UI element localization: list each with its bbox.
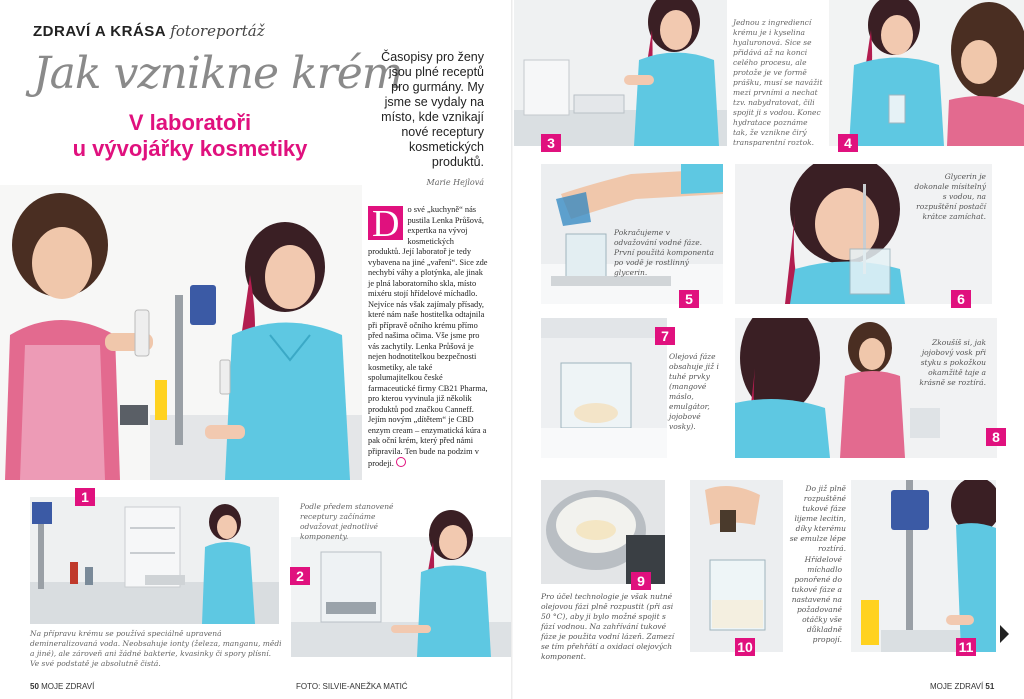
left-magazine-name: MOJE ZDRAVÍ bbox=[41, 682, 95, 691]
subtitle-line-1: V laboratoři bbox=[128, 110, 252, 135]
photo-5-caption: Pokračujeme v odvažování vodné fáze. První použitá komponenta po vodě je rostlinný glycerin. bbox=[614, 228, 714, 277]
article-author: Marie Hejlová bbox=[426, 178, 484, 187]
photo-6-caption: Glycerin je dokonale mísitelný s vodou, na rozpuštění postačí krátce zamíchat. bbox=[914, 172, 986, 221]
photo-8-caption: Zkoušíš si, jak jojobový vosk při styku s pokožkou okamžitě taje a krásně se roztírá. bbox=[919, 338, 986, 387]
photo-7-caption: Olejová fáze obsahuje již i tuhé prvky (mangové máslo, emulgátor, jojobové vosky). bbox=[669, 352, 719, 431]
photo-9 bbox=[541, 480, 665, 584]
photo-4 bbox=[829, 0, 1024, 146]
photo-4-illustration bbox=[829, 0, 1024, 146]
hero-photo-illustration bbox=[0, 185, 362, 480]
photo-1-illustration bbox=[30, 497, 279, 624]
section-name: ZDRAVÍ A KRÁSA bbox=[33, 23, 167, 40]
left-folio bbox=[30, 682, 94, 691]
photo-4-number: 4 bbox=[838, 134, 858, 152]
photo-2-number: 2 bbox=[290, 567, 310, 585]
subtitle-line-2: u vývojářky kosmetiky bbox=[72, 136, 308, 161]
article-body bbox=[368, 205, 488, 470]
article-subtitle bbox=[40, 110, 340, 162]
photo-10-number: 10 bbox=[735, 638, 755, 656]
page-spine bbox=[511, 0, 513, 699]
section-heading bbox=[33, 22, 265, 40]
photo-11-illustration bbox=[851, 480, 996, 652]
right-page-number: 51 bbox=[985, 682, 995, 691]
photo-2-caption: Podle předem stanovené receptury začínáme odvažovat jednotlivé komponenty. bbox=[300, 502, 394, 541]
photo-1-caption: Na přípravu krému se používá speciálně upravená demineralizovaná voda. Neobsahuje ionty (železa, manganu, mědi a jiné), ale zároveň ani žádné bakterie, kvasinky či spory plísní. Ve své podstatě je absolutně čistá. bbox=[30, 629, 282, 668]
article-title: Jak vznikne krém bbox=[33, 48, 403, 99]
photo-7-illustration bbox=[541, 318, 667, 458]
right-folio bbox=[930, 682, 994, 691]
photo-1-number: 1 bbox=[75, 488, 95, 506]
article-body-text: o své „kuchyně“ nás pustila Lenka Průšová, expertka na vývoj kosmetických produktů. Její laboratoř je tedy vybavena na jiné „vaření“. Sice zde nechybí váhy a plotýnka, ale jinak je plná laboratorního skla, místo mixéru stojí hřídelové míchadlo. Nejvíce nás však zajímaly přísady, které nám naše hostitelka odtajnila při přípravě očního krému přímo před našima očima. Vše jsme pro vás zachytily. Lenka Průšová je nejen hodnotitelkou bezpečnosti kosmetiky, ale také spolumajitelkou české farmaceutické firmy CB21 Pharma, pro kterou vyvinula již několik produktů pod značkou Canneff. Jejím novým „dítětem“ je CBD enzym cream – enzymatická kúra a pak oční krém, který před námi připravila. Ten bude na podzim v prodeji. bbox=[368, 205, 488, 468]
photo-3-number: 3 bbox=[541, 134, 561, 152]
photo-10-illustration bbox=[690, 480, 783, 652]
photo-10 bbox=[690, 480, 783, 652]
photo-9-caption: Pro účel technologie je však nutné olejovou fázi plně rozpustit (při asi 50 °C), aby ji bylo možné spojit s fází vodnou. Na zahřívání tukové fáze je použita vodní lázeň. Zamezí se tím přehřátí a oxidaci olejových komponent. bbox=[541, 592, 675, 661]
right-magazine-name: MOJE ZDRAVÍ bbox=[930, 682, 984, 691]
photo-7 bbox=[541, 318, 667, 458]
photo-9-illustration bbox=[541, 480, 665, 584]
left-page-number: 50 bbox=[30, 682, 39, 691]
photo-1 bbox=[30, 497, 279, 624]
photo-6-number: 6 bbox=[951, 290, 971, 308]
end-mark-icon bbox=[396, 457, 406, 467]
photo-11-caption: Hřídelové míchadlo ponořené do tukové fáze a nastavené na požadované otáčky vše důkladně propojí. bbox=[791, 555, 842, 644]
photo-3-caption: Jednou z ingrediencí krému je i kyselina hyaluronová. Sice se přidává až na konci celého procesu, ale protože je ve formě prášku, musí se navážit mezi prvními a nechat tzv. nabydratovat, čili spojit ji s vodou. Konec hydratace poznáme tak, že vznikne čirý transparentní roztok. bbox=[733, 18, 823, 147]
photo-11 bbox=[851, 480, 996, 652]
photo-5-number: 5 bbox=[679, 290, 699, 308]
photo-9-number: 9 bbox=[631, 572, 651, 590]
photo-8-number: 8 bbox=[986, 428, 1006, 446]
photo-3-illustration bbox=[514, 0, 727, 146]
photo-11-number: 11 bbox=[956, 638, 976, 656]
drop-cap: D bbox=[368, 206, 403, 240]
photo-7-number: 7 bbox=[655, 327, 675, 345]
hero-photo bbox=[0, 185, 362, 480]
section-type: fotoreportáž bbox=[170, 22, 265, 40]
continue-arrow-icon bbox=[1000, 625, 1009, 643]
article-lead: Časopisy pro ženy jsou plné receptů pro gurmány. My jsme se vydaly na místo, kde vznikají nové receptury kosmetických produktů. bbox=[381, 50, 484, 169]
photo-credit: FOTO: SILVIE-ANEŽKA MATIĆ bbox=[296, 682, 408, 691]
photo-3 bbox=[514, 0, 727, 146]
photo-10-caption: Do již plně rozpuštěné tukové fáze lijeme lecitin, díky kterému se emulze lépe roztírá. bbox=[789, 484, 846, 553]
